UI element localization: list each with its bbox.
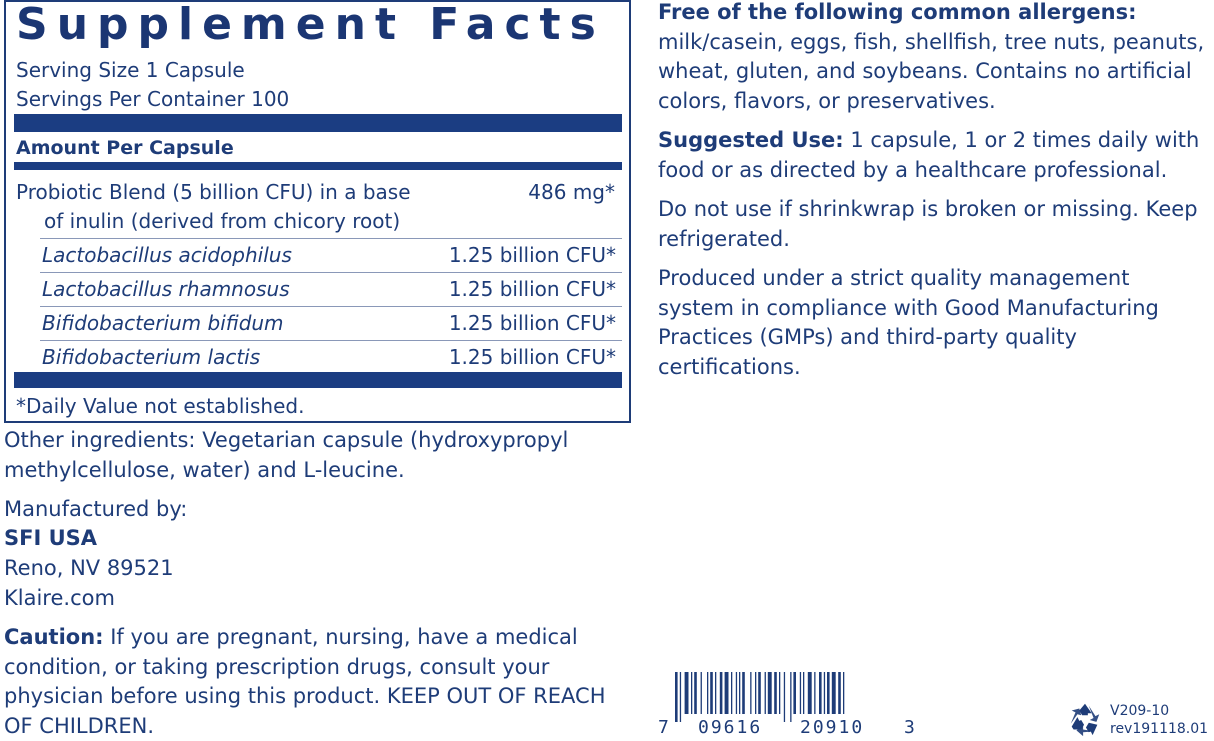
barcode-digits-group-2: 20910 xyxy=(800,717,865,738)
thick-divider-top xyxy=(14,114,622,132)
allergen-statement xyxy=(658,0,1210,116)
blend-line-1: Probiotic Blend (5 billion CFU) in a base xyxy=(16,180,411,204)
suggested-use-label: Suggested Use: xyxy=(658,128,844,152)
strain-row xyxy=(40,238,622,272)
caution-text: If you are pregnant, nursing, have a medical condition, or taking prescription drugs, consult your physician before using this product. KEEP OUT OF REACH OF CHILDREN. xyxy=(4,625,606,738)
strain-name: Bifidobacterium lactis xyxy=(42,345,261,369)
serving-size: Serving Size 1 Capsule xyxy=(16,58,245,82)
barcode-digit-left: 7 xyxy=(658,717,671,738)
storage-warning: Do not use if shrinkwrap is broken or missing. Keep refrigerated. xyxy=(658,197,1198,251)
allergens-label: Free of the following common allergens: xyxy=(658,0,1137,24)
manufacturer-address: Reno, NV 89521 xyxy=(4,556,174,580)
strain-name: Lactobacillus acidophilus xyxy=(42,243,292,267)
recycle-icon xyxy=(1066,700,1104,738)
version-code: V209-10 xyxy=(1110,703,1170,719)
thick-divider-bottom xyxy=(14,372,622,388)
strain-amount: 1.25 billion CFU* xyxy=(448,243,616,267)
strain-row xyxy=(40,340,622,374)
strain-name: Lactobacillus rhamnosus xyxy=(42,277,290,301)
suggested-use xyxy=(658,126,1210,185)
strain-name: Bifidobacterium bifidum xyxy=(42,311,284,335)
supplement-facts-panel xyxy=(4,0,631,423)
caution-label: Caution: xyxy=(4,625,104,649)
suggested-use-text: 1 capsule, 1 or 2 times daily with food or as directed by a healthcare professional. xyxy=(658,128,1200,182)
servings-per-container: Servings Per Container 100 xyxy=(16,87,290,111)
other-ingredients: Other ingredients: Vegetarian capsule (hydroxypropyl methylcellulose, water) and L-leucine. xyxy=(4,428,569,482)
daily-value-note: *Daily Value not established. xyxy=(16,394,305,418)
manufacturer-website: Klaire.com xyxy=(4,586,115,610)
caution-statement xyxy=(4,623,614,741)
blend-amount: 486 mg* xyxy=(528,180,615,204)
strain-row xyxy=(40,272,622,306)
strain-amount: 1.25 billion CFU* xyxy=(448,311,616,335)
manufacturer-label: Manufactured by: xyxy=(4,497,188,521)
strain-row xyxy=(40,306,622,340)
divider-under-header xyxy=(14,162,622,170)
allergens-text: milk/casein, eggs, fish, shellfish, tree nuts, peanuts, wheat, gluten, and soybeans. Contains no artificial colors, flavors, or preservatives. xyxy=(658,29,1205,113)
barcode-digit-right: 3 xyxy=(904,717,917,738)
quality-statement: Produced under a strict quality management system in compliance with Good Manufacturing Practices (GMPs) and third-party quality certifications. xyxy=(658,266,1159,379)
revision-code: rev191118.01 xyxy=(1110,721,1209,737)
facts-title: Supplement Facts xyxy=(16,0,605,50)
blend-name xyxy=(16,178,456,236)
strain-amount: 1.25 billion CFU* xyxy=(448,277,616,301)
manufacturer-name: SFI USA xyxy=(4,526,98,550)
blend-line-2: of inulin (derived from chicory root) xyxy=(44,209,401,233)
barcode-digits-group-1: 09616 xyxy=(698,717,763,738)
amount-header: Amount Per Capsule xyxy=(16,137,234,159)
strain-amount: 1.25 billion CFU* xyxy=(448,345,616,369)
upc-barcode xyxy=(675,672,900,722)
